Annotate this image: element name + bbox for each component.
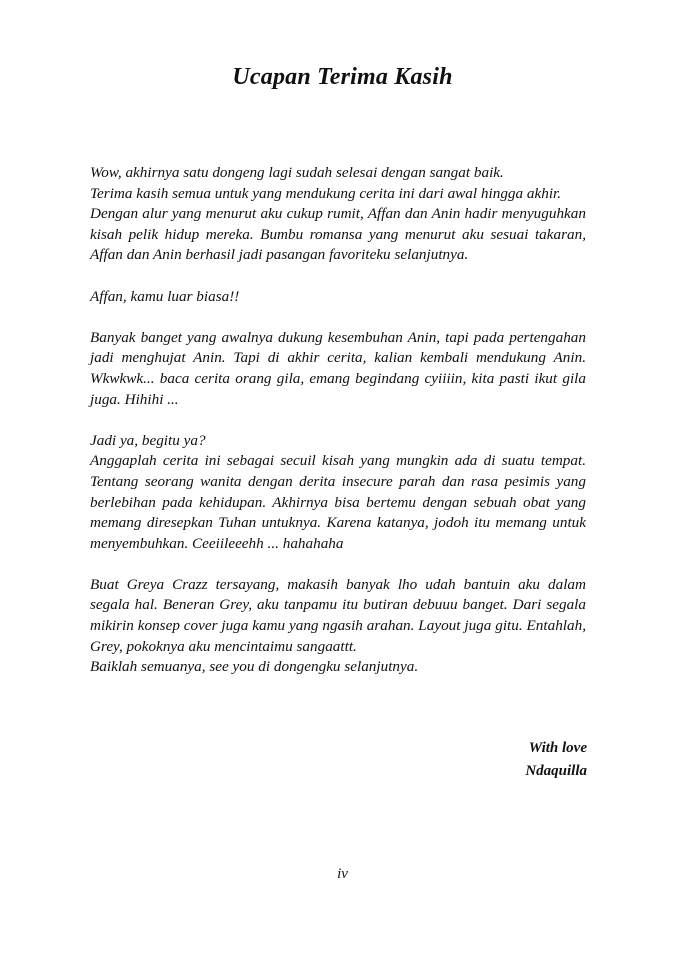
paragraph-greya: Buat Greya Crazz tersayang, makasih banyak lho udah bantuin aku dalam segala hal. Beneran Grey, aku tanpamu itu butiran debuuu banget. Dari segala mikirin konsep cover juga kamu yang ngasih arahan. Layout juga gitu. Entahlah, Grey, pokoknya aku mencintaimu sangaattt. [90,575,586,655]
paragraph-thanks: Terima kasih semua untuk yang mendukung cerita ini dari awal hingga akhir. [90,184,562,202]
paragraph-group-story [90,431,586,555]
paragraph-group-opening [90,163,586,266]
paragraph-jadi: Jadi ya, begitu ya? [90,431,206,449]
paragraph-plot: Dengan alur yang menurut aku cukup rumit, Affan dan Anin hadir menyuguhkan kisah pelik hidup mereka. Bumbu romansa yang menurut aku sesuai takaran, Affan dan Anin berhasil jadi pasangan favoriteku selanjutnya. [90,205,586,264]
paragraph-story: Anggaplah cerita ini sebagai secuil kisah yang mungkin ada di suatu tempat. Tentang seorang wanita dengan derita insecure parah dan rasa pesimis yang berlebihan pada kehidupan. Akhirnya bisa bertemu dengan sebuah obat yang memang diresepkan Tuhan untuknya. Karena katanya, jodoh itu memang untuk menyembuhkan. Ceeiileeehh ... hahahaha [90,452,586,552]
acknowledgement-body [90,163,586,678]
paragraph-affan: Affan, kamu luar biasa!! [90,287,240,305]
signature-author: Ndaquilla [525,763,587,779]
paragraph-group-readers [90,328,586,410]
page-number: iv [337,866,348,882]
paragraph-group-affan [90,287,586,308]
paragraph-group-greya [90,575,586,678]
paragraph-readers: Banyak banget yang awalnya dukung kesembuhan Anin, tapi pada pertengahan jadi menghujat Anin. Tapi di akhir cerita, kalian kembali mendukung Anin. Wkwkwk... baca cerita orang gila, emang begindang cyiiiin, kita pasti ikut gila juga. Hihihi ... [90,328,586,408]
signature [525,737,587,783]
paragraph-wow: Wow, akhirnya satu dongeng lagi sudah selesai dengan sangat baik. [90,164,504,181]
signature-with-love: With love [528,740,587,756]
page-title: Ucapan Terima Kasih [232,64,453,90]
paragraph-closing: Baiklah semuanya, see you di dongengku selanjutnya. [90,658,419,676]
